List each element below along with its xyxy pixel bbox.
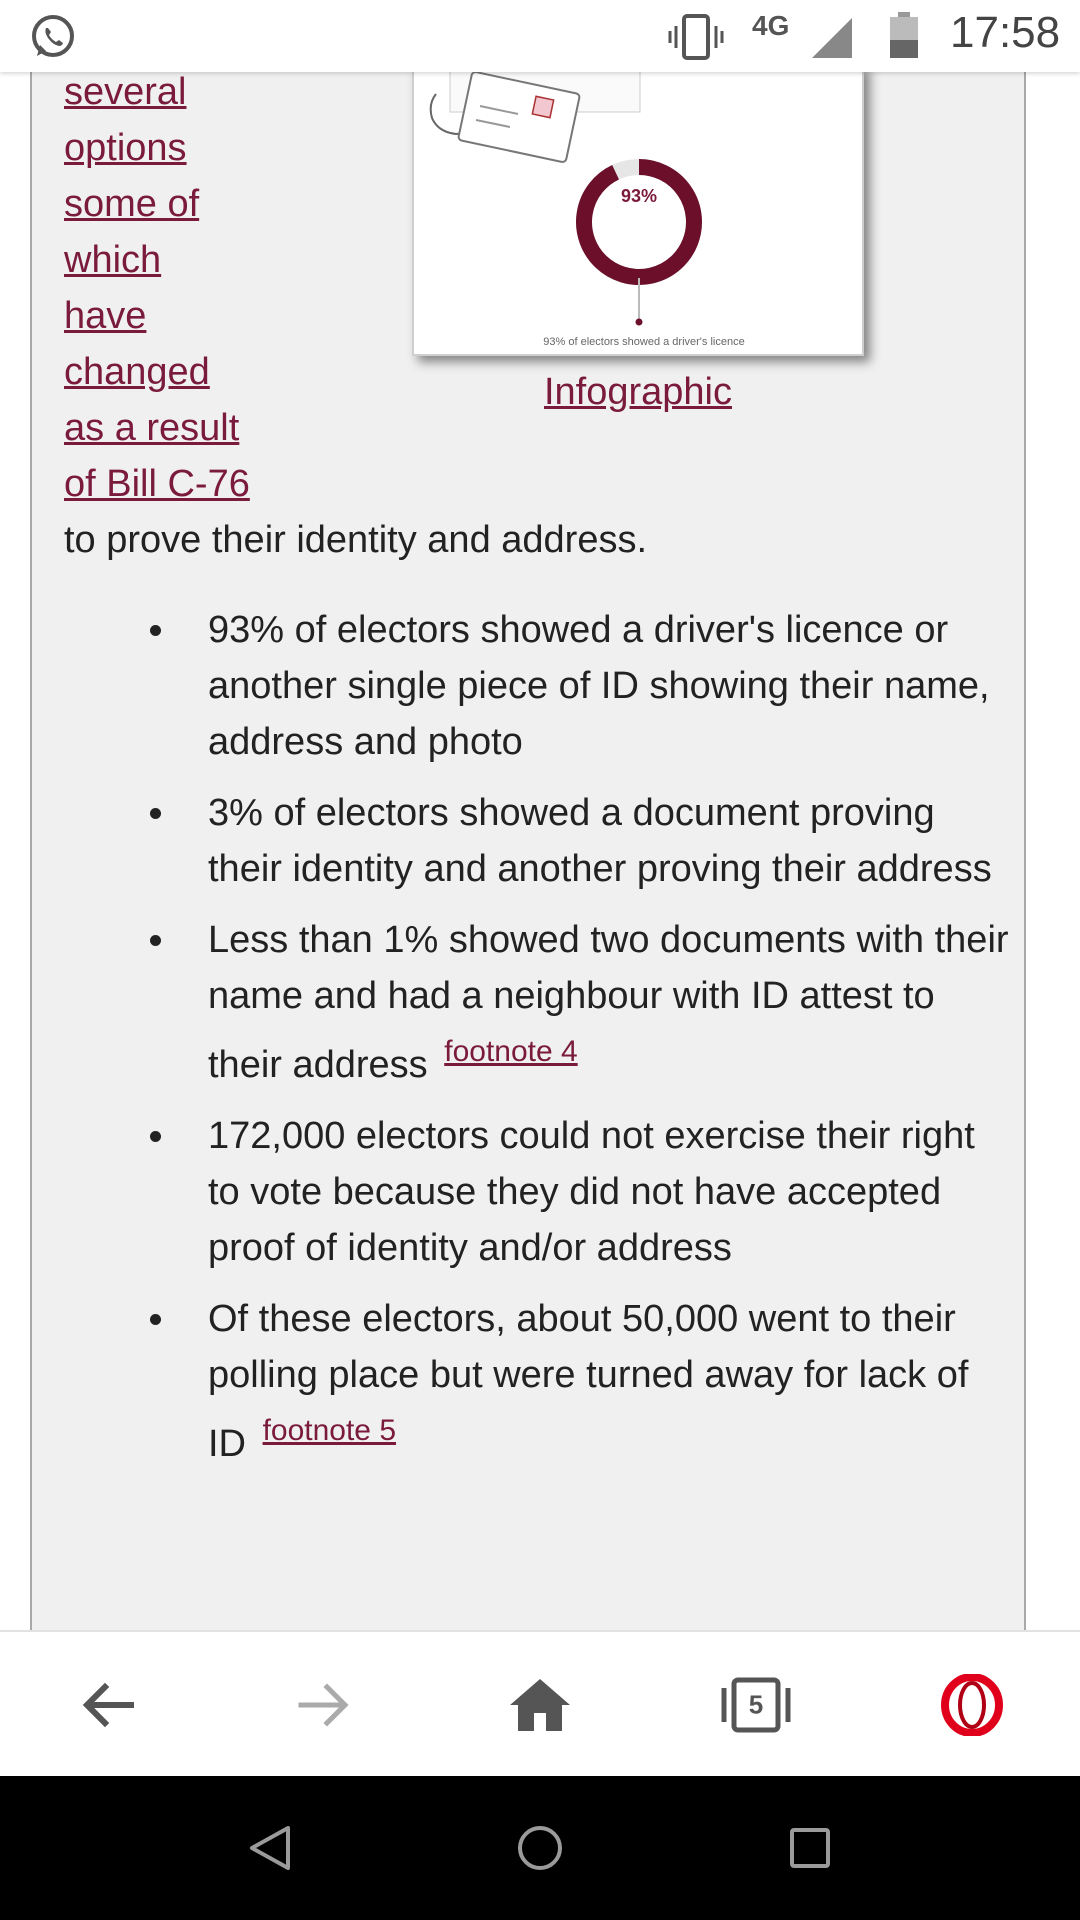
infographic-link[interactable]: Infographic bbox=[543, 371, 732, 413]
page-content[interactable] bbox=[0, 72, 1080, 1630]
clock: 17:58 bbox=[950, 8, 1061, 57]
browser-toolbar bbox=[0, 1630, 1080, 1776]
tabs-button[interactable] bbox=[648, 1632, 864, 1778]
list-item-text: 3% of electors showed a document proving their identity and another proving their address bbox=[208, 792, 992, 890]
intro-link-line[interactable]: options bbox=[64, 127, 187, 169]
intro-text: to prove their identity and address. bbox=[64, 519, 648, 561]
list-item-text: Less than 1% showed two documents with their name and had a neighbour with ID attest to their address bbox=[208, 919, 1009, 1086]
list-item-text: 172,000 electors could not exercise their right to vote because they did not have accepted proof of identity and/or address bbox=[208, 1115, 975, 1269]
intro-link[interactable] bbox=[64, 72, 250, 512]
intro-link-line[interactable]: of Bill C-76 bbox=[64, 463, 250, 505]
list-item-text: Of these electors, about 50,000 went to their polling place but were turned away for lack of ID bbox=[208, 1298, 969, 1465]
infographic-caption: 93% of electors showed a driver's licence bbox=[543, 336, 745, 348]
list-item bbox=[32, 1291, 1014, 1472]
donut-arc bbox=[584, 167, 694, 277]
list-item-text: 93% of electors showed a driver's licence or another single piece of ID showing their name, address and photo bbox=[208, 609, 990, 763]
intro-link-line[interactable]: as a result bbox=[64, 407, 240, 449]
circle-home-icon bbox=[516, 1824, 564, 1872]
square-recents-icon bbox=[788, 1826, 832, 1870]
intro-link-line[interactable]: which bbox=[64, 239, 162, 281]
bullet-icon bbox=[150, 1131, 161, 1142]
whatsapp-icon bbox=[28, 12, 78, 62]
home-icon bbox=[510, 1679, 570, 1731]
tab-count: 5 bbox=[748, 1689, 764, 1720]
footnote-5-link[interactable]: footnote 5 bbox=[262, 1414, 397, 1447]
home-button[interactable] bbox=[432, 1632, 648, 1778]
bullet-list bbox=[32, 602, 1009, 1487]
list-item bbox=[32, 785, 1014, 897]
bullet-icon bbox=[150, 808, 161, 819]
back-arrow-icon bbox=[81, 1681, 135, 1729]
info-box bbox=[30, 72, 1026, 1630]
battery-icon bbox=[890, 12, 918, 58]
opera-menu-button[interactable] bbox=[864, 1632, 1080, 1778]
donut-percentage: 93% bbox=[620, 186, 658, 206]
system-back-button[interactable] bbox=[210, 1776, 330, 1920]
back-button[interactable] bbox=[0, 1632, 216, 1778]
system-recents-button[interactable] bbox=[750, 1776, 870, 1920]
forward-button[interactable] bbox=[216, 1632, 432, 1778]
triangle-back-icon bbox=[248, 1824, 292, 1872]
intro-link-line[interactable]: have bbox=[64, 295, 147, 337]
bullet-icon bbox=[150, 935, 161, 946]
list-item bbox=[32, 1108, 1014, 1276]
intro-link-line[interactable]: changed bbox=[64, 351, 210, 393]
forward-arrow-icon bbox=[297, 1681, 351, 1729]
intro-link-line[interactable]: several bbox=[64, 72, 187, 113]
intro-link-line[interactable]: some of bbox=[64, 183, 200, 225]
infographic-image bbox=[414, 72, 864, 356]
vibrate-icon bbox=[668, 14, 724, 60]
footnote-4-link[interactable]: footnote 4 bbox=[444, 1035, 578, 1068]
opera-logo-icon bbox=[941, 1674, 1003, 1736]
signal-icon bbox=[812, 18, 852, 58]
list-item bbox=[32, 602, 1014, 770]
bullet-icon bbox=[150, 1314, 161, 1325]
bullet-icon bbox=[150, 625, 161, 636]
system-home-button[interactable] bbox=[480, 1776, 600, 1920]
system-nav-bar bbox=[0, 1776, 1080, 1920]
status-bar bbox=[0, 0, 1080, 72]
infographic-thumbnail[interactable] bbox=[412, 72, 864, 356]
network-type: 4G bbox=[752, 10, 790, 41]
list-item bbox=[32, 912, 1014, 1093]
